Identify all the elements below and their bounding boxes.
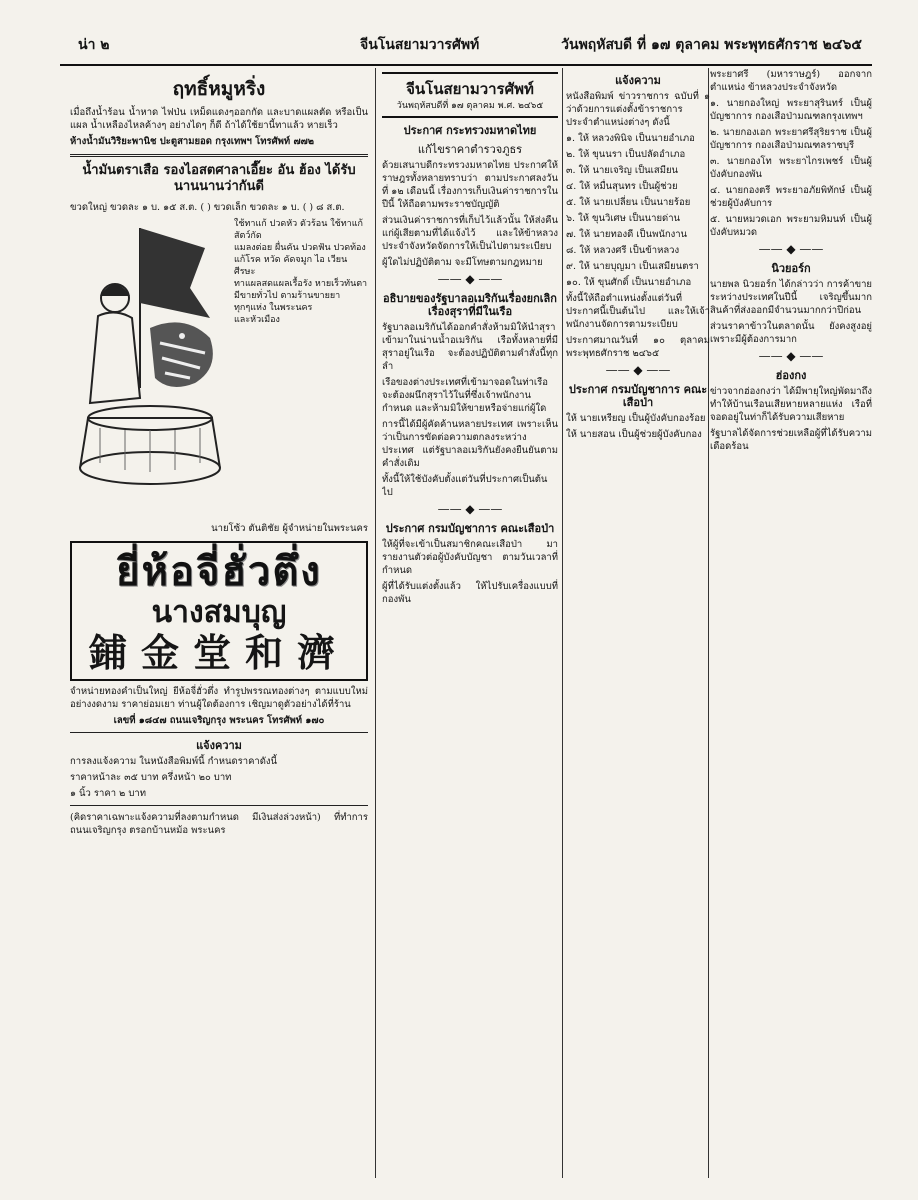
banner-description: จำหน่ายทองคำเป็นใหญ่ ยีห้อจี่ฮั่วตึ่ง ทำรูปพรรณทองต่างๆ ตามแบบใหม่ อย่างงดงาม ราคาย่อมเยา ท่านผู้ใดต้องการ เชิญมาดูตัวอย่างได้ที่ร้าน	[70, 686, 368, 710]
paragraph: ผู้ที่ได้รับแต่งตั้งแล้ว ให้ไปรับเครื่องแบบที่กองพัน	[382, 581, 558, 605]
newspaper-name: จีนโนสยามวารศัพท์	[360, 37, 480, 53]
illustrated-ad	[70, 218, 368, 518]
paragraph: ข่าวจากฮ่องกงว่า ได้มีพายุใหญ่พัดมาถึง ทำให้บ้านเรือนเสียหายหลายแห่ง เรือที่จอดอยู่ในท่าก็ได้รับความเสียหาย	[710, 386, 872, 423]
notice-item: ๕. ให้ นายเปลี่ยน เป็นนายร้อย	[566, 197, 691, 208]
ad-intro: เมื่อถึงน้ำร้อน น้ำหาด ไฟป่น เหม็ดแดงๆออกกัด และบาดแผลตัด หรือเป็นแผล น้ำเหลืองไหลค้างๆ อย่างไดๆ ก็ดี ถ้าได้ใช้ยานี้ทาแล้ว หายเร็ว	[70, 107, 368, 131]
issue-date: วันพฤหัสบดี ที่ ๑๗ ตุลาคม พระพุทธศักราช ๒๔๖๕	[561, 37, 862, 53]
ad-headline: น้ำมันตราเสือ รองไอสตศาลาเอี๊ยะ อัน ฮ้อง ได้รับนานนานว่ากันดี	[82, 163, 356, 194]
ad-line: ทาแผลสดแผลเรื้อรัง หายเร็วทันตา	[234, 279, 368, 289]
masthead-date: วันพฤหัสบดีที่ ๑๗ ตุลาคม พ.ศ. ๒๔๖๕	[396, 101, 544, 111]
rate-line: ราคาหน้าละ ๓๕ บาท ครึ่งหน้า ๒๐ บาท	[70, 772, 232, 783]
column-news	[382, 68, 558, 1183]
banner-owner-name: นางสมบุญ	[151, 595, 287, 630]
notice-item: ๒. นายกองเอก พระยาศรีสุริยราช เป็นผู้บัญชาการ กองเสือป่ามณฑลราชบุรี	[710, 127, 872, 151]
banner-chinese-name: 鋪金堂和濟	[88, 630, 349, 675]
ad-distributor: นายโซ้ว ตันติชัย ผู้จำหน่ายในพระนคร	[211, 523, 368, 534]
page-number: น่า ๒	[78, 37, 110, 53]
notice-item: ๑๐. ให้ ขุนศักดิ์ เป็นนายอำเภอ	[566, 277, 692, 288]
paragraph: รัฐบาลได้จัดการช่วยเหลือผู้ที่ได้รับความเดือดร้อน	[710, 428, 872, 452]
notice-item: ๖. ให้ ขุนวิเศษ เป็นนายด่าน	[566, 213, 681, 224]
page-header	[60, 24, 872, 66]
ad-line: แมลงต่อย ผื่นคัน ปวดฟัน ปวดท้อง	[234, 243, 366, 253]
masthead-title: จีนโนสยามวารศัพท์	[406, 80, 534, 98]
article-heading: อธิบายของรัฐบาลอเมริกันเรื่องยกเลิกเรื่องสุราที่มีในเรือ	[383, 292, 557, 318]
notice-item: ๓. ให้ นายเจริญ เป็นเสมียน	[566, 165, 679, 176]
divider	[70, 805, 368, 806]
ornament-divider: —— ◆ ——	[437, 502, 503, 516]
notice-heading: แจ้งความ	[615, 74, 661, 87]
banner-shop-name: ยี่ห้อจี่ฮั่วตึ่ง	[116, 548, 322, 595]
ornament-divider: —— ◆ ——	[437, 272, 503, 286]
ad-line: แก้โรค หวัด คัดจมูก ไอ เวียนศีรษะ	[234, 255, 348, 277]
paragraph: นายพล นิวยอร์ก ได้กล่าวว่า การค้าขายระหว่างประเทศในปีนี้ เจริญขึ้นมาก สินค้าที่ส่งออกมีจำนวนมากกว่าปีก่อน	[710, 279, 872, 316]
paragraph: รัฐบาลอเมริกันได้ออกคำสั่งห้ามมิให้นำสุราเข้ามาในน่านน้ำอเมริกัน เรือทั้งหลายที่มีสุราอยู่ในเรือ จะต้องปฏิบัติตามคำสั่งนี้ทุกลำ	[382, 322, 558, 372]
column-advertisements	[70, 68, 368, 1183]
paragraph: ทั้งนี้ให้ถือตำแหน่งตั้งแต่วันที่ประกาศนี้เป็นต้นไป และให้เจ้าพนักงานจัดการตามระเบียบ	[566, 293, 710, 330]
notice-item: ๔. ให้ หมื่นสุนทร เป็นผู้ช่วย	[566, 181, 678, 192]
paragraph: หนังสือพิมพ์ ข่าวราชการ ฉบับที่ ๑ ว่าด้วยการแต่งตั้งข้าราชการ ประจำตำแหน่งต่างๆ ดังนี้	[566, 91, 710, 128]
paragraph: ด้วยเสนาบดีกระทรวงมหาดไทย ประกาศให้ราษฎรทั้งหลายทราบว่า ตามประกาศลงวันที่ ๑๒ เดือนนี้ เรื่องการเก็บเงินค่าราชการในปีนี้ ให้ถือตามพระราชบัญญัติ	[382, 160, 558, 210]
ad-signature: ห้างน้ำมันวิริยะพานิช ปะตูสามยอด กรุงเทพฯ โทรศัพท์ ๗๗๒	[70, 136, 315, 147]
notice-item: ๑. ให้ หลวงพินิจ เป็นนายอำเภอ	[566, 133, 695, 144]
paragraph: เรือของต่างประเทศที่เข้ามาจอดในท่าเรือ จะต้องผนึกสุราไว้ในที่ซึ่งเจ้าพนักงานกำหนด และห้ามมิให้ขายหรือจ่ายแก่ผู้ใด	[382, 377, 548, 414]
divider	[70, 732, 368, 733]
notice-heading: ประกาศ กรมบัญชาการ คณะเสือป่า	[568, 383, 708, 409]
paragraph: ส่วนเงินค่าราชการที่เก็บไว้แล้วนั้น ให้ส่งคืนแก่ผู้เสียตามที่ได้แจ้งไว้ และให้ข้าหลวงประจำจังหวัดจัดการให้เป็นไปตามระเบียบ	[382, 215, 558, 252]
rates-heading: แจ้งความ	[196, 739, 242, 752]
ad-line: มีขายทั่วไป ตามร้านขายยา	[234, 291, 341, 301]
notice-item: ๓. นายกองโท พระยาไกรเพชร์ เป็นผู้บังคับกองพัน	[710, 156, 872, 180]
ornament-divider: —— ◆ ——	[758, 349, 824, 363]
news-heading-newyork: นิวยอร์ก	[771, 262, 811, 275]
tiger-woman-illustration	[70, 218, 230, 518]
ad-line: ทุกๆแห่ง ในพระนคร	[234, 303, 313, 313]
ad-title: ฤทธิ์หมูหริ่ง	[172, 78, 266, 100]
ad-line: ใช้ทาแก้ ปวดหัว ตัวร้อน ใช้ทาแก้ สัตว์กัด	[234, 219, 363, 241]
column-notices	[566, 68, 710, 1183]
notice-item: ๗. ให้ นายทองดี เป็นพนักงาน	[566, 229, 688, 240]
paragraph: การนี้ได้มีผู้คัดค้านหลายประเทศ เพราะเห็นว่าเป็นการขัดต่อความตกลงระหว่างประเทศ แต่รัฐบาลอเมริกันยังคงยืนยันตามคำสั่งเดิม	[382, 419, 558, 469]
banner-address: เลขที่ ๑๘๔๗ ถนนเจริญกรุง พระนคร โทรศัพท์ ๑๗๐	[113, 715, 325, 726]
illustrated-ad-text	[234, 218, 368, 326]
column-foreign-news	[710, 68, 872, 1183]
announcement-heading: ประกาศ กระทรวงมหาดไทย	[403, 124, 537, 137]
notice-item: ๘. ให้ หลวงศรี เป็นข้าหลวง	[566, 245, 680, 256]
paragraph: ให้ผู้ที่จะเข้าเป็นสมาชิกคณะเสือป่า มารายงานตัวต่อผู้บังคับบัญชา ตามวันเวลาที่กำหนด	[382, 539, 558, 576]
divider	[70, 154, 368, 157]
paragraph: ให้ นายสอน เป็นผู้ช่วยผู้บังคับกอง	[566, 429, 702, 440]
notice-item: ๑. นายกองใหญ่ พระยาสุรินทร์ เป็นผู้บัญชาการ กองเสือป่ามณฑลกรุงเทพฯ	[710, 98, 872, 122]
paragraph: ให้ นายเหรียญ เป็นผู้บังคับกองร้อย	[566, 413, 706, 424]
column-rule	[562, 68, 563, 1178]
notice-item: ๕. นายหมวดเอก พระยามหิมนท์ เป็นผู้บังคับหมวด	[710, 214, 872, 238]
column-rule	[375, 68, 376, 1178]
rate-line: การลงแจ้งความ ในหนังสือพิมพ์นี้ กำหนดราคาดังนี้	[70, 756, 278, 767]
announcement-subheading: แก้ไขราคาตำรวจภูธร	[417, 143, 523, 156]
paragraph: ส่วนราคาข้าวในตลาดนั้น ยังคงสูงอยู่ เพราะมีผู้ต้องการมาก	[710, 321, 872, 345]
news-heading-hongkong: ฮ่องกง	[775, 369, 807, 382]
paragraph: พระยาศรี (มหาราษฎร์) ออกจากตำแหน่ง ข้าหลวงประจำจังหวัด	[710, 69, 872, 93]
paragraph: ทั้งนี้ให้ใช้บังคับตั้งแต่วันที่ประกาศเป็นต้นไป	[382, 474, 548, 498]
notice-item: ๔. นายกองตรี พระยาอภัยพิทักษ์ เป็นผู้ช่วยผู้บังคับการ	[710, 185, 872, 209]
ad-price: ขวดใหญ่ ขวดละ ๑ บ. ๑๕ ส.ต. ( ) ขวดเล็ก ขวดละ ๑ บ. ( ) ๘ ส.ต.	[70, 202, 345, 213]
notice-item: ๒. ให้ ขุนนรา เป็นปลัดอำเภอ	[566, 149, 686, 160]
ad-line: และหัวเมือง	[234, 315, 280, 325]
rate-line: ๑ นิ้ว ราคา ๒ บาท	[70, 788, 146, 799]
gold-shop-banner	[70, 541, 368, 681]
notice-item: ๙. ให้ นายบุญมา เป็นเสมียนตรา	[566, 261, 699, 272]
masthead	[382, 72, 558, 118]
paragraph: ประกาศมาณวันที่ ๑๐ ตุลาคม พระพุทธศักราช ๒๔๖๕	[566, 335, 710, 359]
paragraph: ผู้ใดไม่ปฏิบัติตาม จะมีโทษตามกฎหมาย	[382, 257, 543, 268]
article-heading: ประกาศ กรมบัญชาการ คณะเสือป่า	[385, 522, 555, 535]
ornament-divider: —— ◆ ——	[605, 363, 671, 377]
ornament-divider: —— ◆ ——	[758, 242, 824, 256]
footnote: (คิดราคาเฉพาะแจ้งความที่ลงตามกำหนด มีเงินส่งล่วงหน้า) ที่ทำการ ถนนเจริญกรุง ตรอกบ้านหม้อ พระนคร	[70, 812, 368, 836]
